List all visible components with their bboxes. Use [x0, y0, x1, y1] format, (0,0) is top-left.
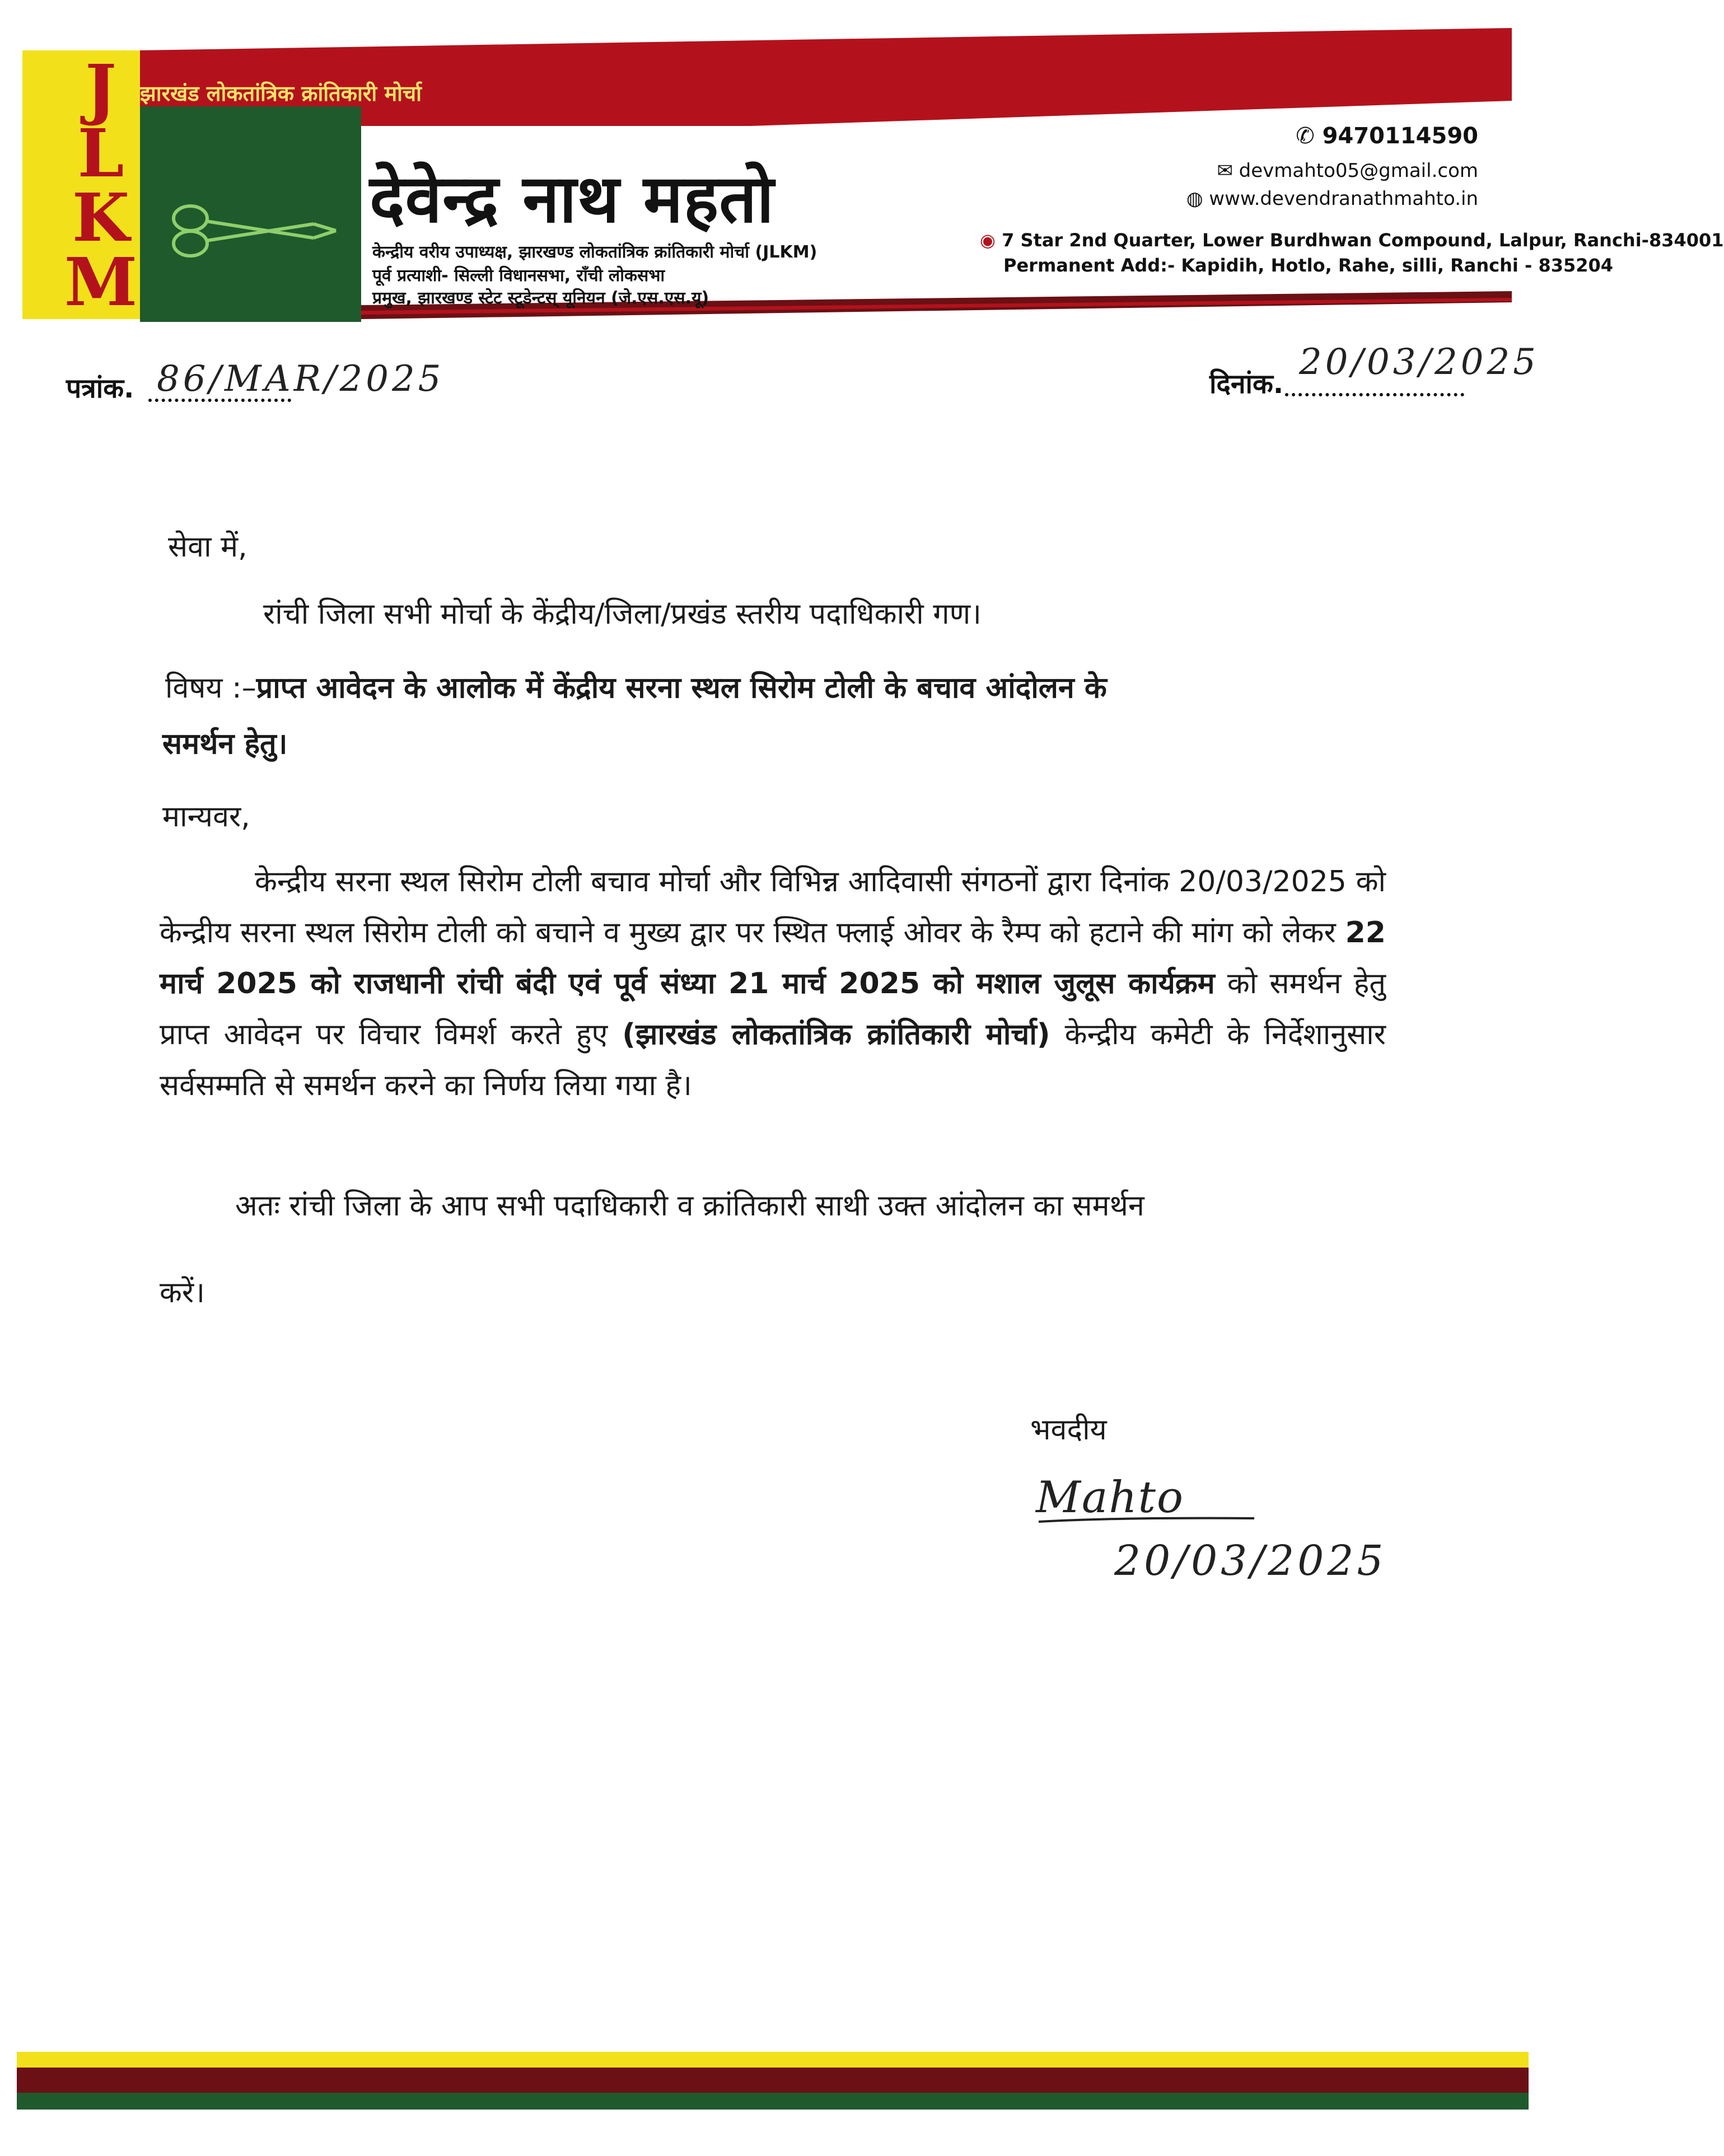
closing: भवदीय — [1030, 1413, 1107, 1447]
phone-icon: ✆ — [1296, 123, 1323, 149]
designation-1: केन्द्रीय वरीय उपाध्यक्ष, झारखण्ड लोकतांत्रिक क्रांतिकारी मोर्चा (JLKM) — [372, 242, 817, 262]
logo-letter-j: J — [85, 50, 116, 128]
logo-letter-k: K — [72, 179, 130, 256]
event-details: 22 मार्च 2025 को राजधानी रांची बंदी एवं पूर्व संध्या 21 मार्च 2025 को मशाल जुलूस कार्यक्रम — [160, 916, 1386, 1000]
website-url: www.devendranathmahto.in — [1209, 188, 1478, 210]
patrank-value: 86/MAR/2025 — [157, 358, 445, 400]
phone-line — [1296, 123, 1478, 149]
address-line-2: Permanent Add:- Kapidih, Hotlo, Rahe, silli, Ranchi - 835204 — [1003, 255, 1614, 276]
website-line — [1186, 188, 1478, 210]
paragraph-2-line-2: करें। — [160, 1276, 205, 1309]
phone-number: 9470114590 — [1322, 123, 1478, 149]
signature: Mahto — [1036, 1472, 1184, 1523]
party-mention: (झारखंड लोकतांत्रिक क्रांतिकारी मोर्चा) — [622, 1018, 1050, 1051]
location-pin-icon: ◉ — [980, 230, 1002, 251]
paragraph-2-line-1: अतः रांची जिला के आप सभी पदाधिकारी व क्रांतिकारी साथी उक्त आंदोलन का समर्थन — [235, 1189, 1144, 1223]
subject-line-2: समर्थन हेतु। — [162, 727, 288, 761]
letterhead — [22, 22, 1724, 325]
dinank-label: दिनांक. — [1209, 368, 1284, 400]
email-line — [1217, 160, 1478, 182]
logo-letter-l: L — [77, 114, 124, 192]
address-line-1: ◉ 7 Star 2nd Quarter, Lower Burdhwan Compound, Lalpur, Ranchi-834001 — [980, 230, 1724, 251]
signature-date: 20/03/2025 — [1114, 1537, 1387, 1585]
subject-label: विषय :– — [165, 671, 256, 705]
email-address: devmahto05@gmail.com — [1239, 160, 1478, 182]
footer-green-band — [17, 2093, 1529, 2110]
subject-text: प्राप्त आवेदन के आलोक में केंद्रीय सरना स्थल सिरोम टोली के बचाव आंदोलन के — [256, 671, 1107, 705]
signature-underline — [1036, 1512, 1260, 1528]
salutation-to: सेवा में, — [168, 530, 247, 564]
subject-line-1 — [165, 672, 1107, 705]
party-name-strip: झारखंड लोकतांत्रिक क्रांतिकारी मोर्चा — [140, 81, 422, 106]
footer-maroon-band — [17, 2068, 1529, 2093]
footer-yellow-band — [17, 2052, 1529, 2068]
mail-icon: ✉ — [1217, 160, 1239, 182]
globe-icon: ◍ — [1186, 188, 1209, 210]
logo-letter-m: M — [64, 243, 138, 321]
patrank-label: पत्रांक. — [66, 373, 134, 404]
paragraph-1: केन्द्रीय सरना स्थल सिरोम टोली बचाव मोर्चा और विभिन्न आदिवासी संगठनों द्वारा दिनांक 20/03/2025 को केन्द्रीय सरना स्थल सिरोम टोली को बचाने व मुख्य द्वार पर स्थित फ्लाई ओवर के रैम्प को हटाने की मांग को लेकर 22 मार्च 2025 को राजधानी रांची बंदी एवं पूर्व संध्या 21 मार्च 2025 को मशाल जुलूस कार्यक्रम को समर्थन हेतु प्राप्त आवेदन पर विचार विमर्श करते हुए (झारखंड लोकतांत्रिक क्रांतिकारी मोर्चा) केन्द्रीय कमेटी के निर्देशानुसार सर्वसम्मति से समर्थन करने का निर्णय लिया गया है। — [160, 865, 1386, 1102]
dinank-value: 20/03/2025 — [1299, 342, 1539, 383]
designation-2: पूर्व प्रत्याशी- सिल्ली विधानसभा, राँची लोकसभा — [372, 266, 665, 286]
dinank-dots — [1285, 393, 1464, 396]
designation-3: प्रमुख, झारखण्ड स्टेट स्टूडेन्टस् यूनियन (जे.एस.एस.यू) — [372, 288, 709, 308]
person-name: देवेन्द्र नाथ महतो — [370, 160, 775, 237]
recipient-line: रांची जिला सभी मोर्चा के केंद्रीय/जिला/प्रखंड स्तरीय पदाधिकारी गण। — [263, 597, 982, 631]
greeting: मान्यवर, — [162, 800, 250, 834]
